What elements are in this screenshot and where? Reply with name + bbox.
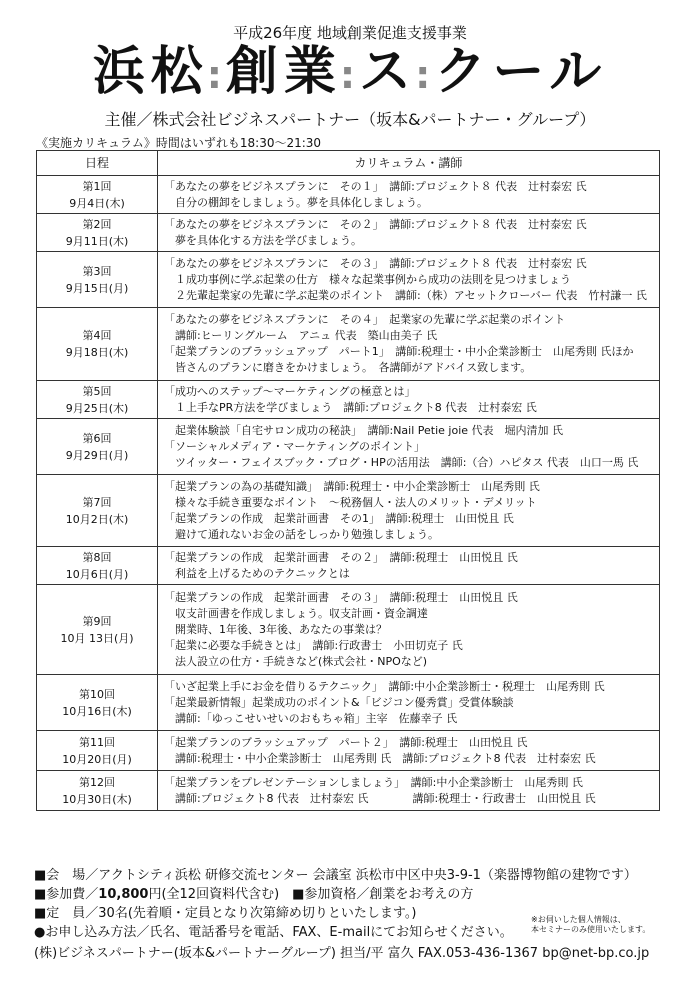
session-date-cell [37,771,158,811]
table-row [37,675,660,731]
session-line: 避けて通れないお金の話をしっかり勉強しましょう。 [164,527,439,541]
session-date-cell [37,731,158,771]
fee-label: ■参加費／ [34,887,99,902]
fee-line [34,885,637,904]
session-date-cell [37,381,158,419]
session-line: 「起業プランの作成 起業計画書 その３」 講師:税理士 山田悦且 氏 [164,590,518,604]
session-number: 第10回 [79,687,115,701]
session-date: 10月20日(月) [62,752,132,766]
session-date: 10月 13日(月) [60,631,134,645]
session-line: 「起業プランのブラッシュアップ パート1」 講師:税理士・中小企業診断士 山尾秀則 氏ほか [164,345,634,358]
table-header-row [37,151,660,176]
session-date: 9月4日(木) [69,196,125,210]
session-line: 「起業プランの作成 起業計画書 その２」 講師:税理士 山田悦且 氏 [164,550,518,564]
session-content-cell [158,585,660,675]
fee-rest: 円(全12回資料代含む) ■参加資格／創業をお考えの方 [148,887,474,902]
session-date-cell [37,585,158,675]
session-number: 第8回 [82,550,112,564]
privacy-note-line: 本セミナーのみ使用いたします。 [531,925,651,934]
title-part: 浜松 [92,42,209,102]
session-line: 「起業プランの作成 起業計画書 その1」 講師:税理士 山田悦且 氏 [164,511,514,525]
session-line: 「起業プランのブラッシュアップ パート２」 講師:税理士 山田悦且 氏 [164,735,528,749]
session-number: 第1回 [82,179,112,193]
session-number: 第7回 [82,495,112,509]
session-date: 10月30日(木) [62,792,132,806]
page-title [0,40,700,104]
session-content-cell [158,308,660,381]
table-row [37,308,660,381]
header-subtitle: 平成26年度 地域創業促進支援事業 [233,24,467,42]
session-line: 「起業プランの為の基礎知識」 講師:税理士・中小企業診断士 山尾秀則 氏 [164,479,540,493]
col-header-curriculum: カリキュラム・講師 [158,151,660,176]
session-line: 「あなたの夢をビジネスプランに その４」 起業家の先輩に学ぶ起業のポイント [164,313,566,326]
session-line: １成功事例に学ぶ起業の仕方 様々な起業事例から成功の法則を見つけましょう [164,272,571,286]
session-date-cell [37,252,158,308]
session-content-cell [158,419,660,475]
table-row [37,771,660,811]
session-number: 第6回 [82,431,112,445]
capacity-line: ■定 員／30名(先着順・定員となり次第締め切りといたします。) [34,906,417,921]
venue-line: ■会 場／アクトシティ浜松 研修交流センター 会議室 浜松市中区中央3-9-1（楽器博物館の建物です） [34,868,637,883]
session-line: 「成功へのステップ～マーケティングの極意とは」 [164,384,416,398]
session-line: 講師:「ゆっこせいせいのおもちゃ箱」主宰 佐藤幸子 氏 [164,711,458,725]
apply-line: ●お申し込み方法／氏名、電話番号を電話、FAX、E-mailにてお知らせください。 [34,925,513,940]
table-row [37,585,660,675]
fee-value: 10,800 [98,887,149,902]
session-date-cell [37,675,158,731]
session-date: 10月6日(月) [65,567,129,581]
session-date-cell [37,419,158,475]
title-dot: : [339,53,362,97]
table-row [37,475,660,547]
session-line: 「あなたの夢をビジネスプランに その２」 講師:プロジェクト８ 代表 辻村泰宏 氏 [164,217,587,231]
session-content-cell [158,731,660,771]
session-date-cell [37,176,158,214]
session-date: 9月25日(木) [65,401,129,415]
session-date-cell [37,214,158,252]
session-content-cell [158,547,660,585]
session-line: 起業体験談「自宅サロン成功の秘訣」 講師:Nail Petie joie 代表 堀内清加 氏 [164,423,564,437]
session-line: 様々な手続き重要なポイント ～税務個人・法人のメリット・デメリット [164,495,537,509]
session-line: 皆さんのプランに磨きをかけましょう。 各講師がアドバイス致します。 [164,361,532,374]
host-line: 主催／株式会社ビジネスパートナー（坂本&パートナー・グループ） [104,110,596,129]
table-row [37,214,660,252]
session-line: 「起業プランをプレゼンテーションしましょう」 講師:中小企業診断士 山尾秀則 氏 [164,775,583,789]
session-line: 講師:プロジェクト8 代表 辻村泰宏 氏 講師:税理士・行政書士 山田悦且 氏 [164,791,596,805]
privacy-note [531,915,650,935]
curriculum-table [36,150,660,811]
session-number: 第9回 [82,614,112,628]
session-line: １上手なPR方法を学びましょう 講師:プロジェクト8 代表 辻村泰宏 氏 [164,400,537,414]
col-header-date: 日程 [37,151,158,176]
session-date: 9月29日(月) [65,448,129,462]
session-line: ２先輩起業家の先輩に学ぶ起業のポイント 講師:（株）アセットクローバー 代表 竹村謙一 氏 [164,288,647,302]
curriculum-intro: 《実施カリキュラム》時間はいずれも18:30～21:30 [36,136,322,150]
session-line: 「いざ起業上手にお金を借りるテクニック」 講師:中小企業診断士・税理士 山尾秀則 氏 [164,679,605,693]
title-dot: : [206,53,228,97]
table-row [37,547,660,585]
session-date: 9月18日(木) [65,346,129,359]
table-row [37,176,660,214]
session-content-cell [158,675,660,731]
session-line: 「あなたの夢をビジネスプランに その１」 講師:プロジェクト８ 代表 辻村泰宏 氏 [164,179,587,193]
session-date-cell [37,547,158,585]
session-date: 9月11日(木) [65,234,129,248]
session-line: 利益を上げるためのテクニックとは [164,566,350,580]
session-line: 「あなたの夢をビジネスプランに その３」 講師:プロジェクト８ 代表 辻村泰宏 氏 [164,256,587,270]
title-part: 創業 [225,42,342,102]
session-date: 9月15日(月) [65,281,129,295]
session-line: 「ソーシャルメディア・マーケティングのポイント」 [164,439,426,453]
session-date-cell [37,308,158,381]
session-number: 第5回 [82,384,112,398]
session-number: 第2回 [82,217,112,231]
session-content-cell [158,214,660,252]
privacy-note-line: ※お伺いした個人情報は、 [531,915,626,924]
session-number: 第3回 [82,264,112,278]
title-part: クール [434,42,608,102]
session-date-cell [37,475,158,547]
session-content-cell [158,475,660,547]
session-number: 第12回 [79,775,115,789]
session-line: 収支計画書を作成しましょう。収支計画・資金調達 [164,606,428,620]
table-row [37,381,660,419]
session-line: 講師:ヒーリングルーム アニュ 代表 築山由美子 氏 [164,329,438,342]
session-content-cell [158,771,660,811]
session-line: ツイッター・フェイスブック・ブログ・HPの活用法 講師:（合）ハピタス 代表 山口一馬 氏 [164,455,639,469]
session-content-cell [158,176,660,214]
session-line: 講師:税理士・中小企業診断士 山尾秀則 氏 講師:プロジェクト8 代表 辻村泰宏 氏 [164,751,596,765]
session-line: 自分の棚卸をしましょう。夢を具体化しましょう。 [164,195,428,209]
table-row [37,252,660,308]
session-content-cell [158,252,660,308]
table-row [37,731,660,771]
contact-line: (株)ビジネスパートナー(坂本&パートナーグループ) 担当/平 富久 FAX.053-436-1367 bp@net-bp.co.jp [34,946,650,961]
session-line: 夢を具体化する方法を学びましょう。 [164,233,362,247]
session-number: 第4回 [82,329,112,342]
session-line: 「起業最新情報」起業成功のポイント&「ビジコン優秀賞」受賞体験談 [164,695,514,709]
session-content-cell [158,381,660,419]
session-date: 10月16日(木) [62,704,132,718]
title-dot: : [415,53,437,97]
session-line: 開業時、1年後、3年後、あなたの事業は？ [164,622,387,636]
session-date: 10月2日(木) [65,512,129,526]
title-part: ス [359,42,418,102]
table-row [37,419,660,475]
session-line: 「起業に必要な手続きとは」 講師:行政書士 小田切克子 氏 [164,638,463,652]
session-number: 第11回 [79,735,115,749]
session-line: 法人設立の仕方・手続きなど(株式会社・NPOなど) [164,654,428,668]
